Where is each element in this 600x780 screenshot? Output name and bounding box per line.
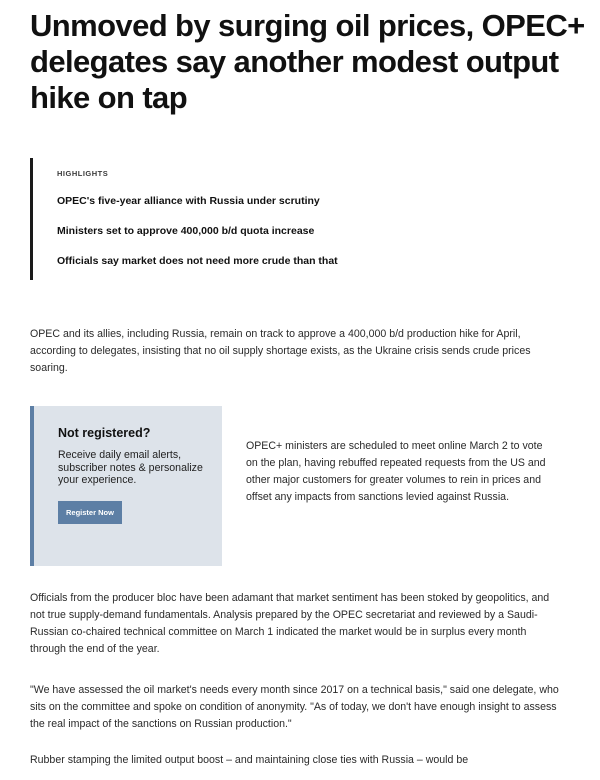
highlight-item: Ministers set to approve 400,000 b/d quota increase xyxy=(57,225,315,237)
article-headline: Unmoved by surging oil prices, OPEC+ delegates say another modest output hike on tap xyxy=(30,8,585,115)
article-paragraph: Rubber stamping the limited output boost – and maintaining close ties with Russia – would be xyxy=(30,754,469,766)
article-paragraph: OPEC+ ministers are scheduled to meet online March 2 to vote on the plan, having rebuffed repeated requests from the US and other major customers for greater volumes to rein in prices and offset any impacts from sanctions levied against Russia. xyxy=(246,440,546,503)
article-paragraph: "We have assessed the oil market's needs every month since 2017 on a technical basis," said one delegate, who sits on the committee and spoke on condition of anonymity. "As of today, we don't have enough insight to assess the real impact of the sanctions on Russian production." xyxy=(30,684,559,730)
highlights-box xyxy=(30,158,470,280)
article-paragraph: Officials from the producer bloc have been adamant that market sentiment has been stoked by geopolitics, and not true supply-demand fundamentals. Analysis prepared by the OPEC secretariat and reviewed by a Saudi-Russian co-chaired technical committee on March 1 indicated the market would be in surplus every month through the end of the year. xyxy=(30,592,550,655)
highlight-item: OPEC's five-year alliance with Russia under scrutiny xyxy=(57,195,320,207)
highlight-item: Officials say market does not need more crude than that xyxy=(57,255,338,267)
register-promo-box xyxy=(30,406,222,566)
highlights-label: HIGHLIGHTS xyxy=(57,169,109,178)
register-now-button[interactable]: Register Now xyxy=(58,501,122,524)
register-text: Receive daily email alerts, subscriber notes & personalize your experience. xyxy=(58,449,203,486)
article-paragraph: OPEC and its allies, including Russia, remain on track to approve a 400,000 b/d production hike for April, according to delegates, insisting that no oil supply shortage exists, as the Ukraine crisis sends crude prices soaring. xyxy=(30,328,531,374)
register-title: Not registered? xyxy=(58,426,151,440)
